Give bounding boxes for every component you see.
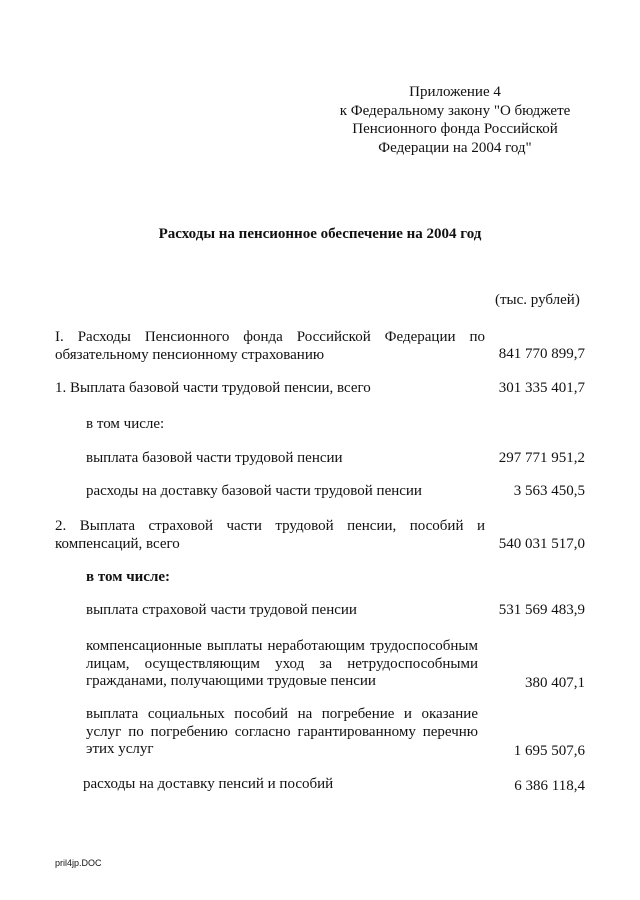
- units-label: (тыс. рублей): [495, 292, 580, 308]
- item-2-value: 540 031 517,0: [498, 536, 585, 552]
- item-2-sub-1-value: 531 569 483,9: [498, 602, 585, 618]
- item-2-including: в том числе:: [86, 569, 171, 585]
- appendix-line-3: Пенсионного фонда Российской: [352, 121, 558, 138]
- item-1-label: 1. Выплата базовой части трудовой пенсии, всего: [55, 380, 371, 396]
- item-2-sub-3-line-1: выплата социальных пособий на погребение и оказание: [86, 706, 478, 722]
- section-1-value: 841 770 899,7: [498, 346, 585, 362]
- item-2-line-1: 2. Выплата страховой части трудовой пенсии, пособий и: [55, 518, 485, 534]
- item-2-sub-2-line-2: лицам, осуществляющим уход за нетрудоспособными: [86, 655, 478, 672]
- item-2-sub-2-value: 380 407,1: [525, 675, 585, 691]
- item-2-sub-4-label: расходы на доставку пенсий и пособий: [83, 776, 334, 792]
- item-1-sub-2-value: 3 563 450,5: [513, 483, 585, 499]
- item-1-including: в том числе:: [86, 416, 165, 432]
- item-2-sub-3-value: 1 695 507,6: [513, 743, 585, 759]
- appendix-line-1: Приложение 4: [409, 84, 501, 100]
- item-1-sub-1-label: выплата базовой части трудовой пенсии: [86, 450, 343, 466]
- appendix-line-4: Федерации на 2004 год": [378, 139, 532, 156]
- section-1-line-1: I. Расходы Пенсионного фонда Российской Федерации по: [55, 329, 485, 345]
- item-2-sub-2-line-1: компенсационные выплаты неработающим трудоспособным: [86, 638, 478, 654]
- item-2-label: [55, 518, 485, 553]
- section-1-label: [55, 329, 485, 364]
- item-2-sub-3-label: [86, 706, 478, 759]
- document-title: Расходы на пенсионное обеспечение на 2004 год: [158, 226, 482, 242]
- item-1-sub-2-label: расходы на доставку базовой части трудовой пенсии: [86, 483, 422, 499]
- appendix-line-2: к Федеральному закону "О бюджете: [339, 102, 571, 119]
- item-2-sub-4-value: 6 386 118,4: [514, 778, 585, 794]
- section-1-line-2: обязательному пенсионному страхованию: [55, 346, 325, 363]
- item-2-sub-2-line-3: гражданами, получающими трудовые пенсии: [86, 673, 376, 689]
- item-2-sub-3-line-3: этих услуг: [86, 741, 154, 757]
- item-1-value: 301 335 401,7: [498, 380, 585, 396]
- item-2-sub-3-line-2: услуг по погребению согласно гарантированному перечню: [86, 723, 478, 740]
- file-name-footer: pril4jp.DOC: [55, 858, 102, 868]
- appendix-header: [300, 83, 610, 157]
- item-1-sub-1-value: 297 771 951,2: [498, 450, 585, 466]
- item-2-line-2: компенсаций, всего: [55, 535, 180, 552]
- item-2-sub-1-label: выплата страховой части трудовой пенсии: [86, 602, 357, 618]
- item-2-sub-2-label: [86, 638, 478, 691]
